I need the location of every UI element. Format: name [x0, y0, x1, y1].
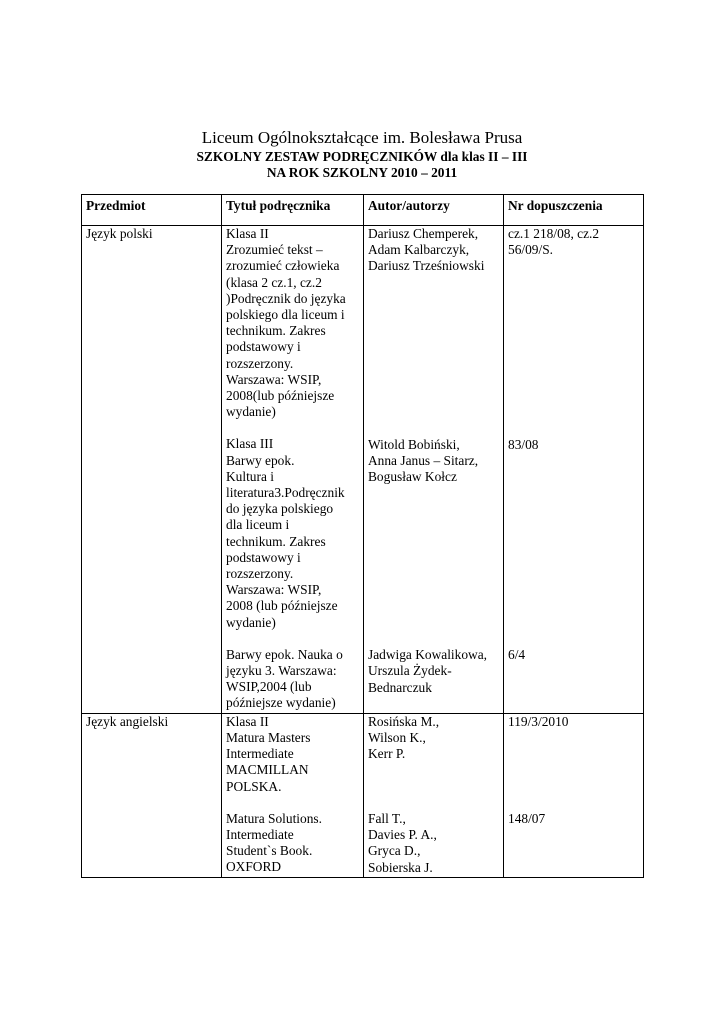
book-authors: Rosińska M., Wilson K., Kerr P.	[368, 713, 440, 762]
approval-number: 119/3/2010	[508, 713, 569, 729]
document-title: SZKOLNY ZESTAW PODRĘCZNIKÓW dla klas II – III	[196, 149, 528, 164]
subject-label: Język polski	[86, 226, 153, 241]
table-header-row	[82, 195, 644, 226]
title-cell	[222, 226, 364, 714]
table-row	[82, 713, 644, 877]
column-header-authors: Autor/autorzy	[364, 195, 504, 226]
book-authors: Fall T., Davies P. A., Gryca D., Sobierska J.	[368, 810, 437, 875]
subject-cell	[82, 713, 222, 877]
approval-number: 6/4	[508, 647, 526, 663]
column-header-subject: Przedmiot	[82, 195, 222, 226]
book-authors: Jadwiga Kowalikowa, Urszula Żydek- Bednarczuk	[368, 647, 487, 695]
number-cell	[504, 713, 644, 877]
book-title: Klasa III Barwy epok. Kultura i literatura3.Podręcznik do języka polskiego dla liceum i technikum. Zakres podstawowy i rozszerzony. Warszawa: WSIP, 2008 (lub późniejsze wydanie)	[226, 436, 345, 630]
book-authors: Dariusz Chemperek, Adam Kalbarczyk, Dariusz Trześniowski	[368, 226, 485, 274]
number-cell	[504, 226, 644, 714]
column-header-number: Nr dopuszczenia	[504, 195, 644, 226]
textbook-table	[81, 194, 644, 878]
approval-number: 83/08	[508, 436, 539, 452]
book-authors: Witold Bobiński, Anna Janus – Sitarz, Bogusław Kołcz	[368, 436, 479, 485]
subject-cell	[82, 226, 222, 714]
column-header-title: Tytuł podręcznika	[222, 195, 364, 226]
school-name: Liceum Ogólnokształcące im. Bolesława Prusa	[201, 128, 523, 147]
book-title: Klasa II Matura Masters Intermediate MACMILLAN POLSKA.	[226, 713, 311, 794]
approval-number: 148/07	[508, 810, 546, 826]
approval-number: cz.1 218/08, cz.2 56/09/S.	[508, 226, 600, 258]
subject-label: Język angielski	[86, 713, 169, 729]
book-title: Matura Solutions. Intermediate Student`s Book. OXFORD	[226, 810, 322, 875]
authors-cell	[364, 226, 504, 714]
title-cell	[222, 713, 364, 877]
book-title: Klasa II Zrozumieć tekst – zrozumieć człowieka (klasa 2 cz.1, cz.2 )Podręcznik do języka polskiego dla liceum i technikum. Zakres podstawowy i rozszerzony. Warszawa: WSIP, 2008(lub późniejsze wydanie)	[226, 226, 346, 420]
book-title: Barwy epok. Nauka o języku 3. Warszawa: WSIP,2004 (lub późniejsze wydanie)	[226, 646, 343, 711]
table-row	[82, 226, 644, 714]
authors-cell	[364, 713, 504, 877]
school-year: NA ROK SZKOLNY 2010 – 2011	[266, 165, 458, 180]
